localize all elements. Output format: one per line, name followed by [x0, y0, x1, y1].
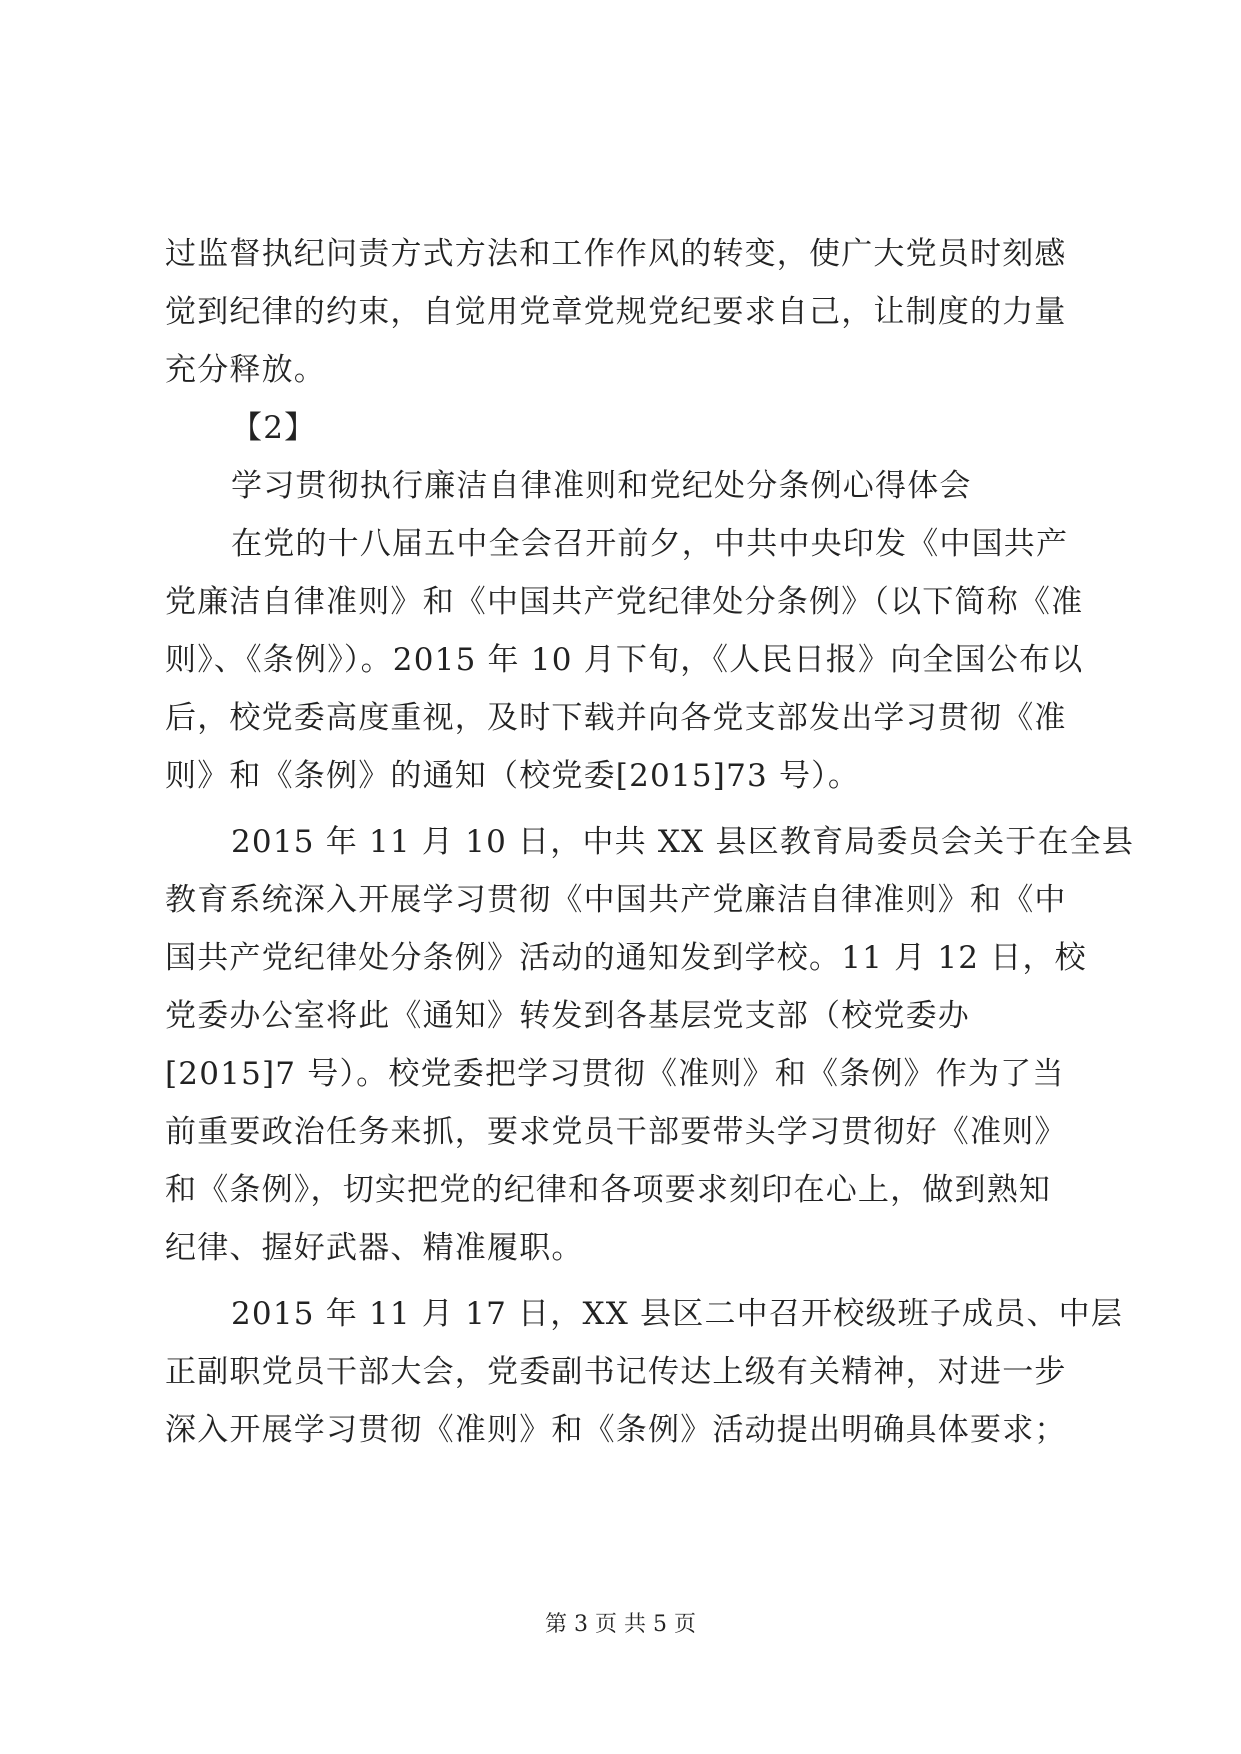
text-line: 深入开展学习贯彻《准则》和《条例》活动提出明确具体要求；: [165, 1412, 1067, 1448]
text-line: 党廉洁自律准则》和《中国共产党纪律处分条例》（以下简称《准: [165, 584, 1084, 620]
text-line: 和《条例》，切实把党的纪律和各项要求刻印在心上，做到熟知: [165, 1172, 1052, 1208]
text-line: 正副职党员干部大会，党委副书记传达上级有关精神，对进一步: [165, 1354, 1067, 1390]
text-line: 觉到纪律的约束，自觉用党章党规党纪要求自己，让制度的力量: [165, 294, 1067, 330]
text-line: 充分释放。: [165, 352, 326, 388]
page-footer: 第 3 页 共 5 页: [545, 1612, 696, 1637]
text-line: 【2】: [231, 410, 317, 446]
text-line: 2015 年 11 月 10 日，中共 XX 县区教育局委员会关于在全县: [231, 824, 1135, 860]
document-body: [165, 225, 1135, 1459]
text-line: 则》和《条例》的通知（校党委[2015]73 号）。: [165, 758, 861, 794]
text-line: 国共产党纪律处分条例》活动的通知发到学校。11 月 12 日，校: [165, 940, 1087, 976]
text-line: 后，校党委高度重视，及时下载并向各党支部发出学习贯彻《准: [165, 700, 1067, 736]
text-line: 学习贯彻执行廉洁自律准则和党纪处分条例心得体会: [231, 468, 972, 504]
text-line: 则》、《条例》）。2015 年 10 月下旬，《人民日报》向全国公布以: [165, 642, 1084, 678]
text-line: 教育系统深入开展学习贯彻《中国共产党廉洁自律准则》和《中: [165, 882, 1067, 918]
text-line: 党委办公室将此《通知》转发到各基层党支部（校党委办: [165, 998, 970, 1034]
text-line: 2015 年 11 月 17 日，XX 县区二中召开校级班子成员、中层: [231, 1296, 1124, 1332]
text-line: 前重要政治任务来抓，要求党员干部要带头学习贯彻好《准则》: [165, 1114, 1067, 1150]
paragraph-spacer: [165, 1277, 1080, 1285]
text-line: [2015]7 号）。校党委把学习贯彻《准则》和《条例》作为了当: [165, 1056, 1065, 1092]
text-line: 在党的十八届五中全会召开前夕，中共中央印发《中国共产: [231, 526, 1069, 562]
paragraph-spacer: [165, 805, 1080, 813]
text-line: 过监督执纪问责方式方法和工作作风的转变，使广大党员时刻感: [165, 236, 1067, 272]
text-line: 纪律、握好武器、精准履职。: [165, 1230, 584, 1266]
